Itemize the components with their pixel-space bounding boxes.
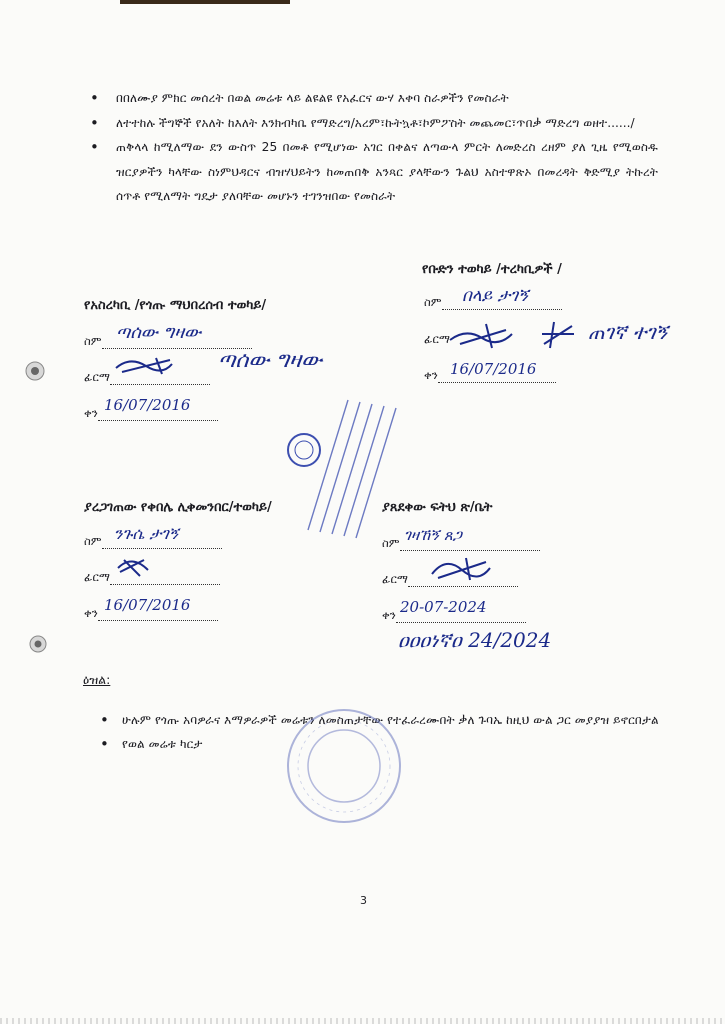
handover-name-value: ጣሰው ግዛው [116, 322, 202, 343]
handover-heading: የአስረካቢ /የጎጡ ማህበረሰብ ተወካይ/ [84, 298, 267, 313]
witness-sign-label: ፊርማ [84, 570, 110, 584]
intro-bullet-list [88, 86, 658, 209]
group-rep-heading: የቡድን ተወካይ /ተረካቢዎች / [422, 262, 562, 277]
kebele-stamp [278, 380, 428, 550]
punch-hole-icon [24, 360, 46, 382]
witness-name-label: ስም [84, 534, 102, 548]
round-stamp [282, 696, 406, 836]
witness-signature [114, 552, 154, 582]
handover-date-label: ቀን [84, 406, 98, 420]
punch-hole-icon [28, 634, 48, 654]
page-number: 3 [360, 894, 367, 907]
intro-bullet-3: • ጠቅላላ ከሚለማው ደን ውስጥ 25 በመቶ የሚሆነው አገር በቀልና ለጣውላ ምርት ለመድረስ ረዘም ያለ ጊዜ የሚወስዱ ዝርያዎችን ካላቸው ስነምህዳርና ብዝሃህይትን ከመጠበቅ አንጻር ያላቸውን ጉልህ አስተዋጽኦ በመረዳት ቅድሚያ ትኩረት ሰጥቶ የሚለማት ግዴታ ያለባቸው መሆኑን ተገንዝበው የመስራት [88, 135, 658, 209]
group-rep-sign-label: ፊርማ [424, 332, 450, 346]
handover-name-label: ስም [84, 334, 102, 348]
court-date-label: ቀን [382, 608, 396, 622]
group-rep-sign-extra: ጠገኛ ተገኝ [588, 320, 668, 344]
handover-date-value: 16/07/2016 [104, 396, 191, 414]
court-extra-handwriting: ዐዐዐነኛዐ 24/2024 [398, 628, 552, 652]
group-rep-name-value: በላይ ታገኝ [462, 286, 529, 306]
group-rep-name-label: ስም [424, 295, 442, 309]
witness-date-value: 16/07/2016 [104, 596, 191, 614]
handover-sign-extra: ጣሰው ግዛው [218, 348, 323, 373]
group-rep-date-label: ቀን [424, 368, 438, 382]
intro-bullet-1: • በበለሙያ ምክር መሰረት በወል መሬቱ ላይ ልዩልዩ የአፈርና ውሃ እቀባ ስራዎችን የመስራት [88, 86, 658, 111]
witness-name-value: ንጉሴ ታገኝ [114, 524, 179, 543]
court-name-label: ስም [382, 536, 400, 550]
intro-bullet-2: • ለተተከሉ ችግኞች የአለት ከእለት እንክብካቤ የማድረግ/አረም፣ኩትኳቶ፣ኮምፖስት መጨመር፣ጥበቃ ማድረግ ወዘተ....../ [88, 111, 658, 136]
court-signature [426, 552, 496, 584]
witness-heading: ያረጋገጠው የቀበሌ ሊቀመንበር/ተወካይ/ [84, 500, 272, 515]
court-date-value: 20-07-2024 [400, 598, 487, 616]
handover-signature [112, 352, 192, 380]
court-heading: ያጸደቀው ፍትህ ጽ/ቤት [382, 500, 493, 515]
handover-sign-label: ፊርማ [84, 370, 110, 384]
note-item-2: • የወል መሬቱ ካርታ [100, 732, 660, 756]
scan-edge [0, 1018, 725, 1024]
witness-date-label: ቀን [84, 606, 98, 620]
court-sign-label: ፊርማ [382, 572, 408, 586]
top-edge-mark [120, 0, 290, 4]
note-item-1: • ሁሉም የጎጡ አባዎራና እማዎራዎች መሬቱን ለመስጠታቸው የተፈራረሙበት ቃለ ጉባኤ ከዚህ ውል ጋር መያያዝ ይኖርበታል [100, 708, 660, 732]
group-rep-date-value: 16/07/2016 [450, 360, 537, 378]
court-name-value: ገዛኸኝ ጸጋ [404, 526, 462, 544]
notes-title: ዕዝል: [83, 672, 111, 687]
